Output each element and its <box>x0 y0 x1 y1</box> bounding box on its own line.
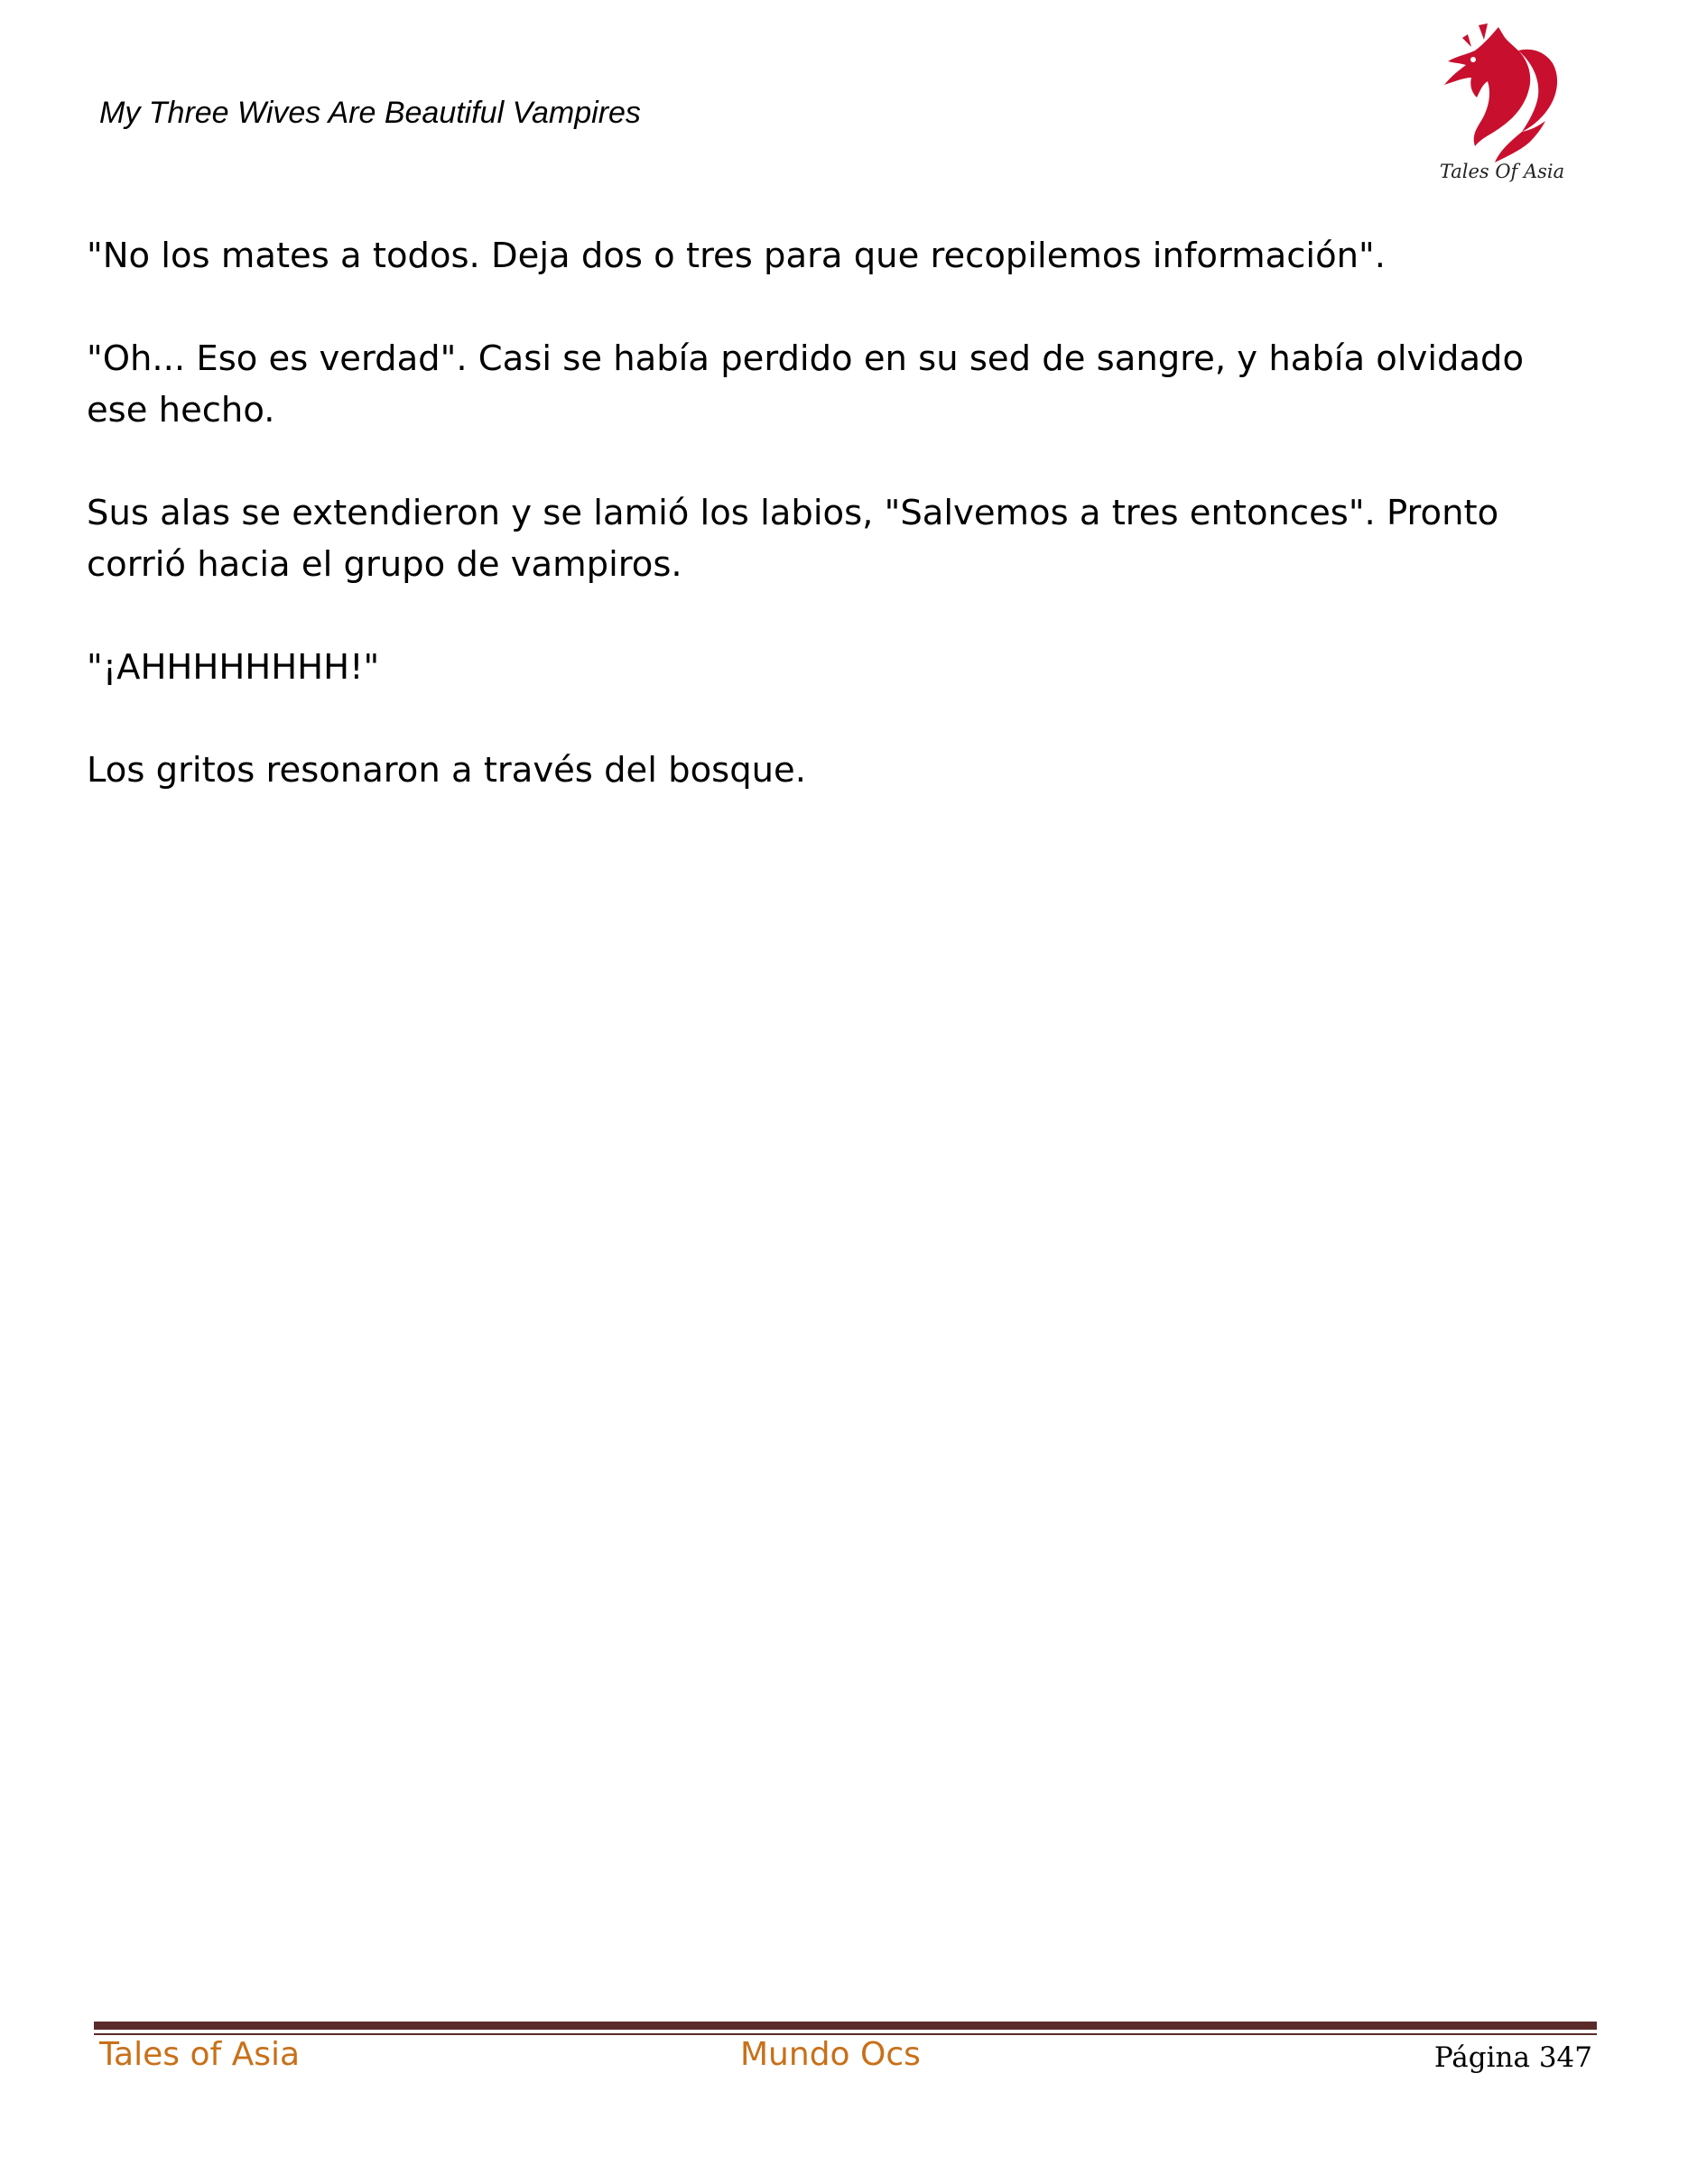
dragon-logo-icon <box>1435 20 1569 184</box>
paragraph: Sus alas se extendieron y se lamió los labios, "Salvemos a tres entonces". Pronto corrió hacia el grupo de vampiros. <box>87 493 1499 585</box>
footer-divider <box>94 2022 1597 2035</box>
chapter-body <box>87 230 1585 847</box>
page-number: Página 347 <box>1433 2041 1592 2074</box>
logo-text: Tales Of Asia <box>1439 161 1565 182</box>
paragraph: Los gritos resonaron a través del bosque. <box>87 750 806 791</box>
footer-section-name: Mundo Ocs <box>740 2036 921 2073</box>
paragraph: "¡AHHHHHHHH!" <box>87 647 380 688</box>
paragraph: "Oh... Eso es verdad". Casi se había perdido en su sed de sangre, y había olvidado ese hecho. <box>87 338 1525 430</box>
paragraph: "No los mates a todos. Deja dos o tres para que recopilemos información". <box>87 236 1386 276</box>
footer-site-name: Tales of Asia <box>99 2036 301 2073</box>
book-title: My Three Wives Are Beautiful Vampires <box>99 96 641 130</box>
